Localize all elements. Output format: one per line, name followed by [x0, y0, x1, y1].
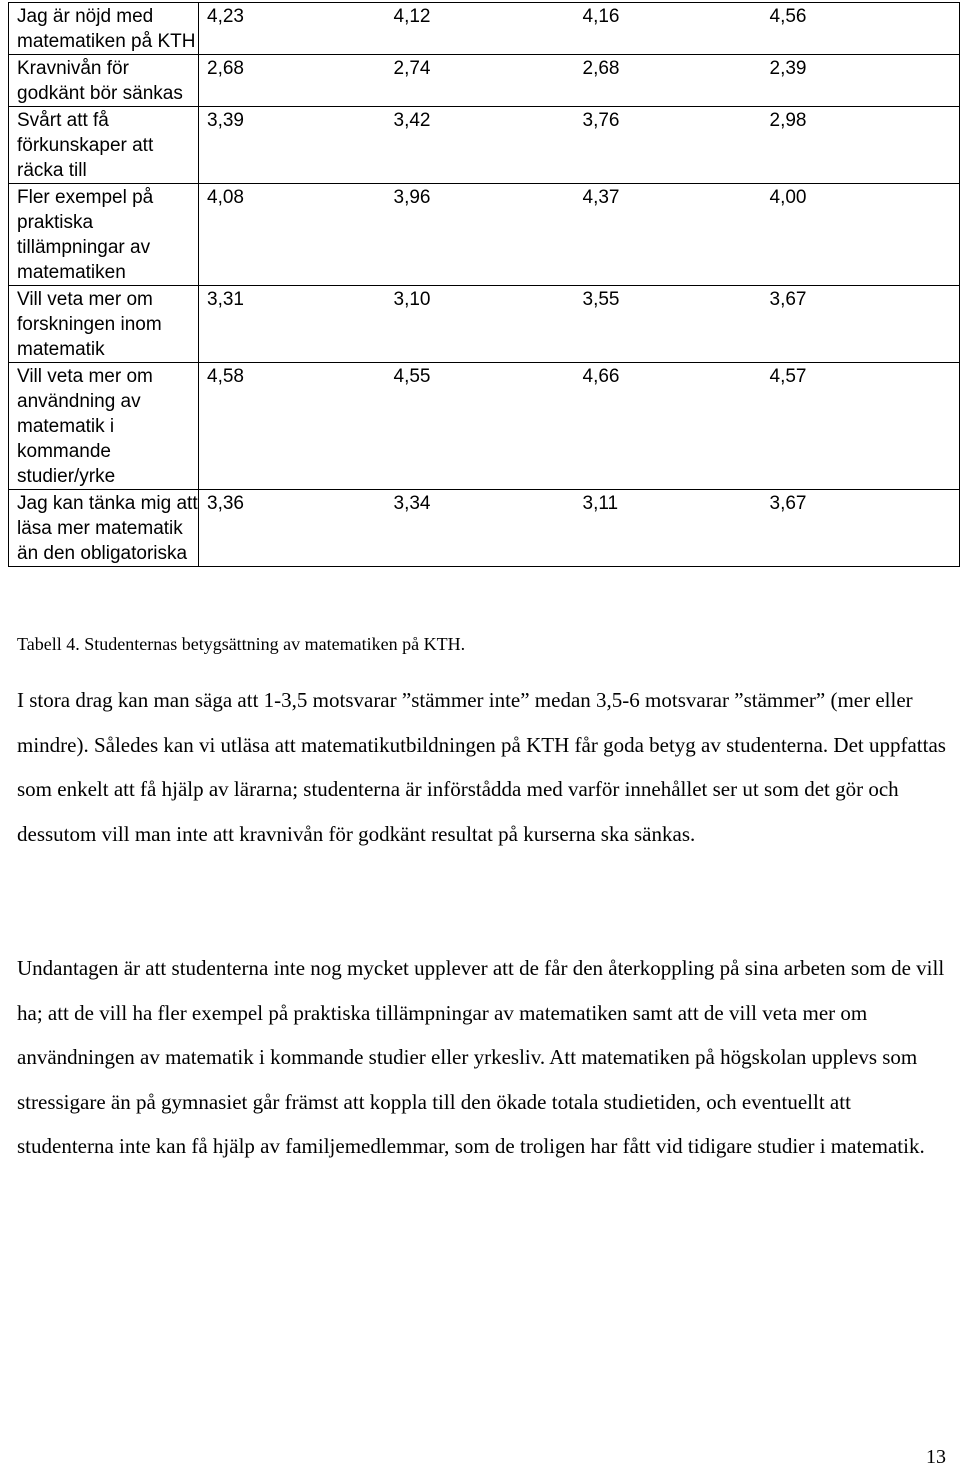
value-cell: 3,42: [386, 107, 575, 184]
row-label: Svårt att få förkunskaper att räcka till: [9, 107, 199, 184]
table-row: [9, 107, 960, 184]
value-cell: 4,55: [386, 363, 575, 490]
value-cell: 4,08: [199, 184, 386, 286]
page-number: 13: [926, 1446, 946, 1468]
value-cell: 3,31: [199, 286, 386, 363]
value-cell: 4,00: [762, 184, 960, 286]
value-cell: 3,39: [199, 107, 386, 184]
value-cell: 4,58: [199, 363, 386, 490]
value-cell: 4,23: [199, 3, 386, 55]
row-label: Kravnivån för godkänt bör sänkas: [9, 55, 199, 107]
value-cell: 3,67: [762, 490, 960, 567]
value-cell: 3,36: [199, 490, 386, 567]
table-row: [9, 184, 960, 286]
value-cell: 2,98: [762, 107, 960, 184]
value-cell: 2,39: [762, 55, 960, 107]
value-cell: 3,96: [386, 184, 575, 286]
row-label: Vill veta mer om användning av matematik i kommande studier/yrke: [9, 363, 199, 490]
value-cell: 3,11: [575, 490, 762, 567]
value-cell: 2,74: [386, 55, 575, 107]
value-cell: 4,56: [762, 3, 960, 55]
value-cell: 2,68: [199, 55, 386, 107]
table-caption: Tabell 4. Studenternas betygsättning av matematiken på KTH.: [17, 634, 466, 654]
value-cell: 3,34: [386, 490, 575, 567]
table-row: [9, 490, 960, 567]
body-paragraph: I stora drag kan man säga att 1-3,5 motsvarar ”stämmer inte” medan 3,5-6 motsvarar ”stämmer” (mer eller mindre). Således kan vi utläsa att matematikutbildningen på KTH får goda betyg av studenterna. Det uppfattas som enkelt att få hjälp av lärarna; studenterna är införstådda med varför innehållet ser ut som det gör och dessutom vill man inte att kravnivån för godkänt resultat på kurserna ska sänkas.: [17, 688, 946, 846]
row-label: Vill veta mer om forskningen inom matematik: [9, 286, 199, 363]
row-label: Jag är nöjd med matematiken på KTH: [9, 3, 199, 55]
body-paragraph: Undantagen är att studenterna inte nog mycket upplever att de får den återkoppling på sina arbeten som de vill ha; att de vill ha fler exempel på praktiska tillämpningar av matematiken samt att de vill veta mer om användningen av matematik i kommande studier eller yrkesliv. Att matematiken på högskolan upplevs som stressigare än på gymnasiet går främst att koppla till den ökade totala studietiden, och eventuellt att studenterna inte kan få hjälp av familjemedlemmar, som de troligen har fått vid tidigare studier i matematik.: [17, 956, 945, 1158]
table-row: [9, 3, 960, 55]
value-cell: 4,66: [575, 363, 762, 490]
value-cell: 3,67: [762, 286, 960, 363]
row-label: Fler exempel på praktiska tillämpningar av matematiken: [9, 184, 199, 286]
table-row: [9, 55, 960, 107]
ratings-table: [8, 2, 960, 567]
value-cell: 2,68: [575, 55, 762, 107]
value-cell: 4,16: [575, 3, 762, 55]
value-cell: 4,12: [386, 3, 575, 55]
value-cell: 4,57: [762, 363, 960, 490]
row-label: Jag kan tänka mig att läsa mer matematik än den obligatoriska: [9, 490, 199, 567]
value-cell: 4,37: [575, 184, 762, 286]
value-cell: 3,55: [575, 286, 762, 363]
table-row: [9, 286, 960, 363]
value-cell: 3,10: [386, 286, 575, 363]
table-row: [9, 363, 960, 490]
value-cell: 3,76: [575, 107, 762, 184]
